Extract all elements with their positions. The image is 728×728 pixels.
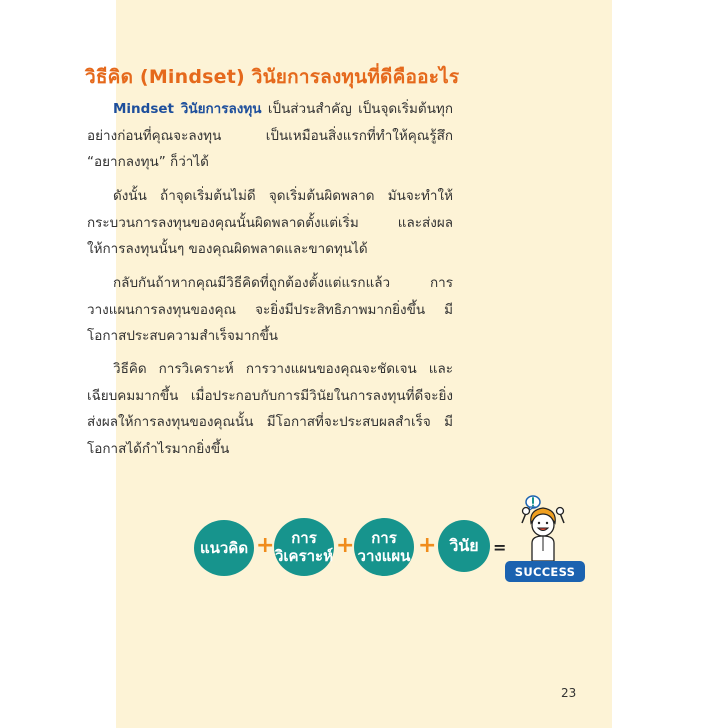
section-heading: วิธีคิด (Mindset) วินัยการลงทุนที่ดีคืออะไร	[85, 66, 460, 88]
concept-label-line1: การ	[371, 529, 397, 547]
concept-label-line1: การ	[291, 529, 317, 547]
paragraph-text: เป็นส่วนสำคัญ เป็นจุดเริ่มต้นทุกอย่างก่อนที่คุณจะลงทุน เป็นเหมือนสิ่งแรกที่ทำให้คุณรู้สึก “อยากลงทุน” ก็ว่าได้	[87, 101, 453, 170]
concept-label-line2: วางแผน	[357, 547, 411, 565]
paragraph-good-start	[87, 270, 453, 350]
concept-circle-planning	[354, 518, 414, 576]
plus-sign: +	[336, 533, 355, 558]
concept-label: แนวคิด	[199, 539, 249, 557]
concept-label-line2: วิเคราะห์	[274, 547, 333, 565]
concept-circle-analysis	[274, 518, 334, 576]
cheering-person-icon	[512, 493, 572, 561]
paragraph-discipline	[87, 356, 453, 462]
concept-circle-discipline	[438, 520, 490, 572]
paragraph-bad-start	[87, 183, 453, 263]
page-number: 23	[561, 686, 577, 700]
concept-circle-thinking	[194, 520, 254, 576]
paragraph-highlight: Mindset วินัยการลงทุน	[113, 101, 262, 117]
concept-label: วินัย	[449, 536, 479, 555]
paragraph-text: วิธีคิด การวิเคราะห์ การวางแผนของคุณจะชัดเจน และเฉียบคมมากขึ้น เมื่อประกอบกับการมีวินัยในการลงทุนที่ดีจะยิ่งส่งผลให้การลงทุนของคุณนั้น มีโอกาสที่จะประสบผลสำเร็จ มีโอกาสได้กำไรมากยิ่งขึ้น	[87, 361, 453, 457]
paragraph-text: กลับกันถ้าหากคุณมีวิธีคิดที่ถูกต้องตั้งแต่แรกแล้ว การวางแผนการลงทุนของคุณ จะยิ่งมีประสิทธิภาพมากยิ่งขึ้น มีโอกาสประสบความสำเร็จมากขึ้น	[87, 275, 453, 344]
plus-sign: +	[256, 533, 275, 558]
plus-sign: +	[418, 533, 437, 558]
success-badge: SUCCESS	[505, 561, 585, 582]
paragraph-mindset	[87, 96, 453, 176]
paragraph-text: ดังนั้น ถ้าจุดเริ่มต้นไม่ดี จุดเริ่มต้นผิดพลาด มันจะทำให้กระบวนการลงทุนของคุณนั้นผิดพลาดตั้งแต่เริ่ม และส่งผลให้การลงทุนนั้นๆ ของคุณผิดพลาดและขาดทุนได้	[87, 188, 453, 257]
equals-sign: =	[493, 538, 507, 557]
